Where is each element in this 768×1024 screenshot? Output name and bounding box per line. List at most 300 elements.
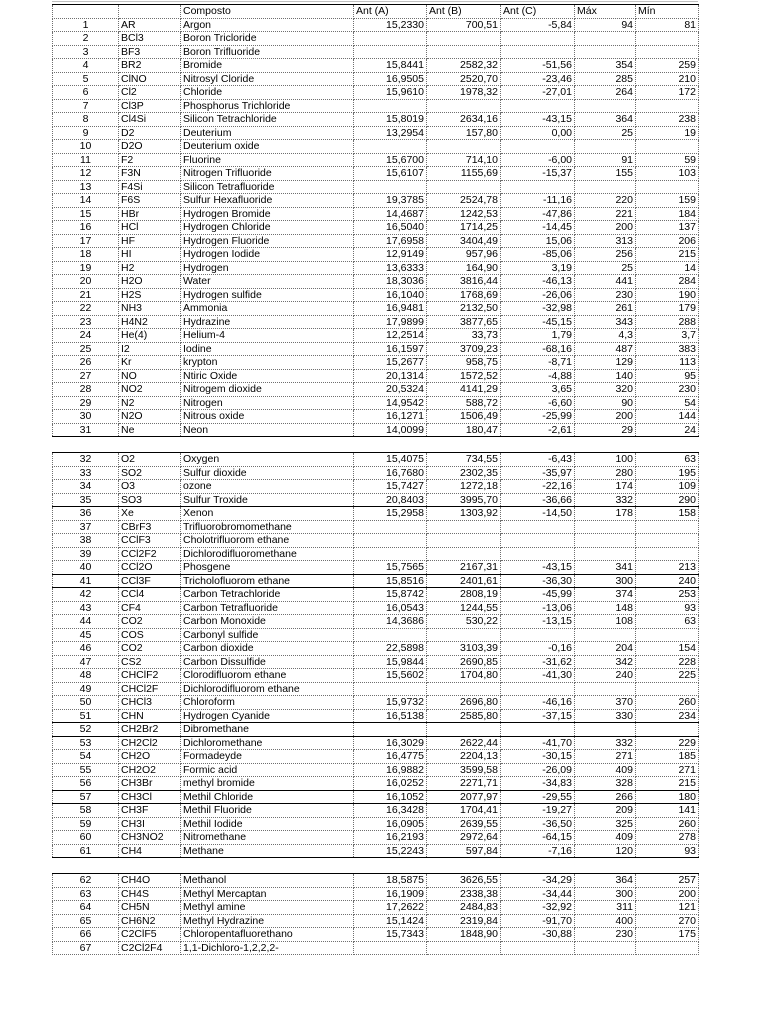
cell-min	[636, 99, 699, 113]
cell-ant-c	[501, 547, 575, 561]
cell-ant-c: -64,15	[501, 831, 575, 845]
cell-ant-c: -5,84	[501, 18, 575, 32]
cell-compound-name: Dichlorodifluorom ethane	[181, 682, 354, 696]
cell-compound-name: Silicon Tetrachloride	[181, 113, 354, 127]
table-row	[53, 493, 699, 507]
table-row	[53, 534, 699, 548]
cell-ant-a	[354, 520, 427, 534]
table-row	[53, 302, 699, 316]
table-row	[53, 574, 699, 588]
header-ant-a: Ant (A)	[354, 5, 427, 19]
cell-ant-b: 2524,78	[427, 194, 501, 208]
cell-compound-name: Sulfur Troxide	[181, 493, 354, 507]
cell-max: 441	[575, 275, 636, 289]
cell-formula: NO2	[119, 383, 181, 397]
cell-min: 213	[636, 561, 699, 575]
cell-row-number: 1	[53, 18, 119, 32]
cell-row-number: 7	[53, 99, 119, 113]
cell-ant-b: 1244,55	[427, 601, 501, 615]
compounds-table	[52, 4, 699, 955]
cell-ant-b: 3404,49	[427, 234, 501, 248]
spreadsheet	[52, 4, 698, 955]
cell-formula: HF	[119, 234, 181, 248]
cell-ant-a	[354, 628, 427, 642]
cell-max: 94	[575, 18, 636, 32]
cell-ant-b: 700,51	[427, 18, 501, 32]
cell-ant-b: 1848,90	[427, 928, 501, 942]
cell-formula: H4N2	[119, 315, 181, 329]
cell-max: 4,3	[575, 329, 636, 343]
cell-max: 174	[575, 480, 636, 494]
cell-compound-name: Iodine	[181, 342, 354, 356]
cell-formula: CHCl3	[119, 696, 181, 710]
cell-row-number: 58	[53, 804, 119, 818]
cell-ant-b: 2167,31	[427, 561, 501, 575]
cell-formula: CO2	[119, 615, 181, 629]
cell-ant-a: 15,7427	[354, 480, 427, 494]
cell-ant-c	[501, 99, 575, 113]
cell-ant-b: 2690,85	[427, 655, 501, 669]
cell-min: 195	[636, 466, 699, 480]
cell-row-number: 50	[53, 696, 119, 710]
table-row	[53, 167, 699, 181]
cell-ant-a: 13,6333	[354, 261, 427, 275]
table-row	[53, 453, 699, 467]
cell-min: 230	[636, 383, 699, 397]
cell-row-number: 41	[53, 574, 119, 588]
cell-formula: COS	[119, 628, 181, 642]
cell-min: 141	[636, 804, 699, 818]
cell-max: 140	[575, 369, 636, 383]
cell-ant-a: 15,8742	[354, 588, 427, 602]
cell-min: 234	[636, 709, 699, 723]
cell-max	[575, 32, 636, 46]
cell-min	[636, 45, 699, 59]
cell-formula: CH4O	[119, 874, 181, 888]
header-ant-c: Ant (C)	[501, 5, 575, 19]
table-row	[53, 329, 699, 343]
header-row	[53, 5, 699, 19]
cell-ant-c: -0,16	[501, 642, 575, 656]
cell-min: 228	[636, 655, 699, 669]
cell-ant-b: 2520,70	[427, 72, 501, 86]
cell-max: 342	[575, 655, 636, 669]
cell-ant-a: 13,2954	[354, 126, 427, 140]
cell-compound-name: Neon	[181, 423, 354, 437]
table-row	[53, 750, 699, 764]
cell-ant-b	[427, 45, 501, 59]
table-row	[53, 261, 699, 275]
cell-compound-name: Methyl Mercaptan	[181, 887, 354, 901]
cell-ant-c: -36,66	[501, 493, 575, 507]
cell-max: 148	[575, 601, 636, 615]
cell-min	[636, 723, 699, 737]
cell-compound-name: Hydrogen	[181, 261, 354, 275]
cell-ant-c: -11,16	[501, 194, 575, 208]
cell-ant-c	[501, 520, 575, 534]
table-row	[53, 831, 699, 845]
cell-compound-name: Carbon Monoxide	[181, 615, 354, 629]
cell-compound-name: Methanol	[181, 874, 354, 888]
cell-row-number: 8	[53, 113, 119, 127]
cell-formula: H2S	[119, 288, 181, 302]
cell-ant-a: 15,9610	[354, 86, 427, 100]
cell-compound-name: Carbon Tetrachloride	[181, 588, 354, 602]
cell-ant-c: -27,01	[501, 86, 575, 100]
cell-formula: H2O	[119, 275, 181, 289]
cell-ant-c: -8,71	[501, 356, 575, 370]
cell-max: 354	[575, 59, 636, 73]
cell-formula: D2	[119, 126, 181, 140]
table-row	[53, 615, 699, 629]
cell-ant-c: -34,83	[501, 777, 575, 791]
cell-ant-a	[354, 32, 427, 46]
cell-ant-a: 16,1597	[354, 342, 427, 356]
cell-row-number: 40	[53, 561, 119, 575]
cell-max: 300	[575, 574, 636, 588]
cell-ant-b: 1978,32	[427, 86, 501, 100]
cell-ant-b: 1572,52	[427, 369, 501, 383]
table-row	[53, 342, 699, 356]
cell-row-number: 30	[53, 410, 119, 424]
cell-max: 400	[575, 914, 636, 928]
cell-max	[575, 723, 636, 737]
cell-row-number: 66	[53, 928, 119, 942]
cell-ant-c: -31,62	[501, 655, 575, 669]
cell-row-number: 26	[53, 356, 119, 370]
cell-formula: CH4S	[119, 887, 181, 901]
cell-max: 364	[575, 874, 636, 888]
cell-min: 81	[636, 18, 699, 32]
cell-ant-a: 15,2243	[354, 844, 427, 858]
cell-formula: He(4)	[119, 329, 181, 343]
cell-row-number: 46	[53, 642, 119, 656]
cell-formula: N2	[119, 396, 181, 410]
cell-ant-b: 1272,18	[427, 480, 501, 494]
cell-min: 290	[636, 493, 699, 507]
cell-ant-c: -34,44	[501, 887, 575, 901]
cell-ant-a: 16,3029	[354, 736, 427, 750]
cell-ant-b	[427, 32, 501, 46]
cell-row-number: 24	[53, 329, 119, 343]
cell-formula: F6S	[119, 194, 181, 208]
cell-row-number: 65	[53, 914, 119, 928]
cell-ant-c: 0,00	[501, 126, 575, 140]
cell-ant-b: 3816,44	[427, 275, 501, 289]
cell-formula: H2	[119, 261, 181, 275]
table-row	[53, 86, 699, 100]
cell-ant-c: -41,70	[501, 736, 575, 750]
cell-max	[575, 628, 636, 642]
table-row	[53, 288, 699, 302]
cell-compound-name: Nitrosyl Cloride	[181, 72, 354, 86]
cell-min: 284	[636, 275, 699, 289]
cell-ant-b	[427, 628, 501, 642]
table-row	[53, 315, 699, 329]
cell-min: 3,7	[636, 329, 699, 343]
table-row	[53, 901, 699, 915]
cell-row-number: 9	[53, 126, 119, 140]
cell-max: 370	[575, 696, 636, 710]
cell-formula: Cl2	[119, 86, 181, 100]
cell-row-number: 14	[53, 194, 119, 208]
table-row	[53, 763, 699, 777]
cell-ant-a: 16,3428	[354, 804, 427, 818]
cell-compound-name: Bromide	[181, 59, 354, 73]
cell-compound-name: Oxygen	[181, 453, 354, 467]
cell-ant-a: 16,2193	[354, 831, 427, 845]
cell-formula: HBr	[119, 207, 181, 221]
cell-formula: CH3NO2	[119, 831, 181, 845]
cell-ant-a: 17,9899	[354, 315, 427, 329]
table-row	[53, 928, 699, 942]
cell-max: 280	[575, 466, 636, 480]
table-row	[53, 194, 699, 208]
cell-min: 19	[636, 126, 699, 140]
cell-min: 180	[636, 790, 699, 804]
cell-compound-name: Cholotrifluorom ethane	[181, 534, 354, 548]
cell-ant-c: -36,30	[501, 574, 575, 588]
header-ant-b: Ant (B)	[427, 5, 501, 19]
cell-ant-a: 16,0905	[354, 817, 427, 831]
cell-compound-name: Hydrogen sulfide	[181, 288, 354, 302]
table-row	[53, 696, 699, 710]
cell-ant-a: 16,0543	[354, 601, 427, 615]
cell-row-number: 53	[53, 736, 119, 750]
cell-min: 190	[636, 288, 699, 302]
cell-row-number: 2	[53, 32, 119, 46]
cell-min: 260	[636, 696, 699, 710]
cell-ant-a: 16,1040	[354, 288, 427, 302]
cell-ant-c: -46,13	[501, 275, 575, 289]
cell-formula: CH3Br	[119, 777, 181, 791]
cell-max: 374	[575, 588, 636, 602]
cell-compound-name: ozone	[181, 480, 354, 494]
cell-max: 155	[575, 167, 636, 181]
cell-ant-a: 20,5324	[354, 383, 427, 397]
cell-row-number: 61	[53, 844, 119, 858]
cell-ant-c: -6,43	[501, 453, 575, 467]
cell-ant-b: 1768,69	[427, 288, 501, 302]
cell-ant-c: -23,46	[501, 72, 575, 86]
table-row	[53, 396, 699, 410]
table-row	[53, 369, 699, 383]
cell-compound-name: Methil Chloride	[181, 790, 354, 804]
cell-ant-a: 20,1314	[354, 369, 427, 383]
cell-ant-c: -7,16	[501, 844, 575, 858]
cell-ant-a: 15,9844	[354, 655, 427, 669]
cell-max: 409	[575, 831, 636, 845]
cell-row-number: 54	[53, 750, 119, 764]
cell-min	[636, 547, 699, 561]
cell-formula: BR2	[119, 59, 181, 73]
cell-ant-b: 1242,53	[427, 207, 501, 221]
table-row	[53, 561, 699, 575]
cell-max: 221	[575, 207, 636, 221]
cell-compound-name: Hydrazine	[181, 315, 354, 329]
cell-ant-b: 2582,32	[427, 59, 501, 73]
header-max: Máx	[575, 5, 636, 19]
cell-ant-a: 15,4075	[354, 453, 427, 467]
cell-max: 230	[575, 928, 636, 942]
cell-ant-a: 19,3785	[354, 194, 427, 208]
cell-min: 271	[636, 763, 699, 777]
cell-ant-c: -35,97	[501, 466, 575, 480]
cell-row-number: 5	[53, 72, 119, 86]
cell-compound-name: Nitrous oxide	[181, 410, 354, 424]
cell-min: 215	[636, 777, 699, 791]
table-row	[53, 99, 699, 113]
cell-ant-c	[501, 45, 575, 59]
table-row	[53, 32, 699, 46]
cell-ant-b: 3103,39	[427, 642, 501, 656]
cell-row-number: 39	[53, 547, 119, 561]
cell-ant-c: -13,15	[501, 615, 575, 629]
table-body	[53, 5, 699, 955]
cell-ant-a: 16,1271	[354, 410, 427, 424]
cell-ant-c: -43,15	[501, 561, 575, 575]
cell-row-number: 44	[53, 615, 119, 629]
section-gap	[53, 437, 699, 453]
table-row	[53, 410, 699, 424]
cell-row-number: 64	[53, 901, 119, 915]
cell-ant-b	[427, 534, 501, 548]
cell-ant-a	[354, 723, 427, 737]
cell-max: 90	[575, 396, 636, 410]
cell-ant-a: 15,8019	[354, 113, 427, 127]
cell-compound-name: Fluorine	[181, 153, 354, 167]
cell-max: 204	[575, 642, 636, 656]
table-row	[53, 777, 699, 791]
cell-ant-b: 2338,38	[427, 887, 501, 901]
section-gap-cell	[53, 437, 699, 453]
cell-ant-b: 1704,80	[427, 669, 501, 683]
cell-ant-b: 958,75	[427, 356, 501, 370]
cell-compound-name: Carbonyl sulfide	[181, 628, 354, 642]
cell-formula: ClNO	[119, 72, 181, 86]
table-row	[53, 480, 699, 494]
cell-ant-b: 180,47	[427, 423, 501, 437]
cell-formula: CH4	[119, 844, 181, 858]
cell-formula: BF3	[119, 45, 181, 59]
cell-ant-b: 3877,65	[427, 315, 501, 329]
cell-ant-c	[501, 723, 575, 737]
cell-min: 184	[636, 207, 699, 221]
cell-row-number: 10	[53, 140, 119, 154]
cell-max	[575, 99, 636, 113]
cell-ant-b	[427, 180, 501, 194]
cell-ant-c: -32,92	[501, 901, 575, 915]
cell-ant-a: 15,7565	[354, 561, 427, 575]
cell-min: 24	[636, 423, 699, 437]
cell-ant-a: 22,5898	[354, 642, 427, 656]
cell-formula: CBrF3	[119, 520, 181, 534]
cell-row-number: 48	[53, 669, 119, 683]
cell-compound-name: Methyl Hydrazine	[181, 914, 354, 928]
cell-ant-a: 15,8516	[354, 574, 427, 588]
cell-compound-name: Hydrogen Chloride	[181, 221, 354, 235]
cell-max: 341	[575, 561, 636, 575]
cell-max: 120	[575, 844, 636, 858]
cell-max: 271	[575, 750, 636, 764]
cell-ant-b: 2319,84	[427, 914, 501, 928]
cell-max: 332	[575, 736, 636, 750]
cell-compound-name: Carbon Dissulfide	[181, 655, 354, 669]
cell-compound-name: Methyl amine	[181, 901, 354, 915]
cell-compound-name: Dichloromethane	[181, 736, 354, 750]
cell-row-number: 11	[53, 153, 119, 167]
cell-formula: NH3	[119, 302, 181, 316]
cell-max	[575, 682, 636, 696]
cell-ant-c	[501, 628, 575, 642]
cell-compound-name: Deuterium oxide	[181, 140, 354, 154]
cell-ant-a	[354, 534, 427, 548]
cell-compound-name: Hydrogen Fluoride	[181, 234, 354, 248]
cell-formula: CS2	[119, 655, 181, 669]
cell-row-number: 37	[53, 520, 119, 534]
cell-min: 185	[636, 750, 699, 764]
cell-compound-name: Boron Tricloride	[181, 32, 354, 46]
cell-ant-a: 15,9732	[354, 696, 427, 710]
cell-compound-name: Hydrogen Iodide	[181, 248, 354, 262]
cell-ant-a: 16,0252	[354, 777, 427, 791]
cell-ant-b	[427, 547, 501, 561]
cell-formula: CH5N	[119, 901, 181, 915]
cell-compound-name: methyl bromide	[181, 777, 354, 791]
header-min: Mín	[636, 5, 699, 19]
cell-formula: CHClF2	[119, 669, 181, 683]
table-row	[53, 588, 699, 602]
cell-compound-name: Tricholofluorom ethane	[181, 574, 354, 588]
cell-row-number: 21	[53, 288, 119, 302]
cell-min	[636, 180, 699, 194]
cell-min: 172	[636, 86, 699, 100]
cell-ant-a: 15,8441	[354, 59, 427, 73]
cell-max: 209	[575, 804, 636, 818]
cell-ant-a: 14,3686	[354, 615, 427, 629]
cell-compound-name: Nitromethane	[181, 831, 354, 845]
table-row	[53, 709, 699, 723]
cell-ant-a: 14,9542	[354, 396, 427, 410]
cell-min: 260	[636, 817, 699, 831]
table-row	[53, 817, 699, 831]
table-row	[53, 126, 699, 140]
cell-row-number: 56	[53, 777, 119, 791]
table-row	[53, 682, 699, 696]
cell-ant-a: 15,1424	[354, 914, 427, 928]
cell-row-number: 23	[53, 315, 119, 329]
cell-compound-name: Chloride	[181, 86, 354, 100]
cell-row-number: 33	[53, 466, 119, 480]
cell-ant-a	[354, 180, 427, 194]
cell-row-number: 62	[53, 874, 119, 888]
cell-ant-b: 3995,70	[427, 493, 501, 507]
cell-compound-name: Nitrogen	[181, 396, 354, 410]
cell-ant-c: -68,16	[501, 342, 575, 356]
cell-compound-name: Chloropentafluorethano	[181, 928, 354, 942]
cell-row-number: 52	[53, 723, 119, 737]
cell-row-number: 47	[53, 655, 119, 669]
cell-ant-c: -51,56	[501, 59, 575, 73]
cell-formula: F4Si	[119, 180, 181, 194]
cell-ant-a: 20,8403	[354, 493, 427, 507]
cell-ant-a: 16,9882	[354, 763, 427, 777]
cell-ant-a: 14,0099	[354, 423, 427, 437]
cell-row-number: 16	[53, 221, 119, 235]
cell-formula: CCl3F	[119, 574, 181, 588]
cell-min: 229	[636, 736, 699, 750]
cell-ant-a: 12,2514	[354, 329, 427, 343]
